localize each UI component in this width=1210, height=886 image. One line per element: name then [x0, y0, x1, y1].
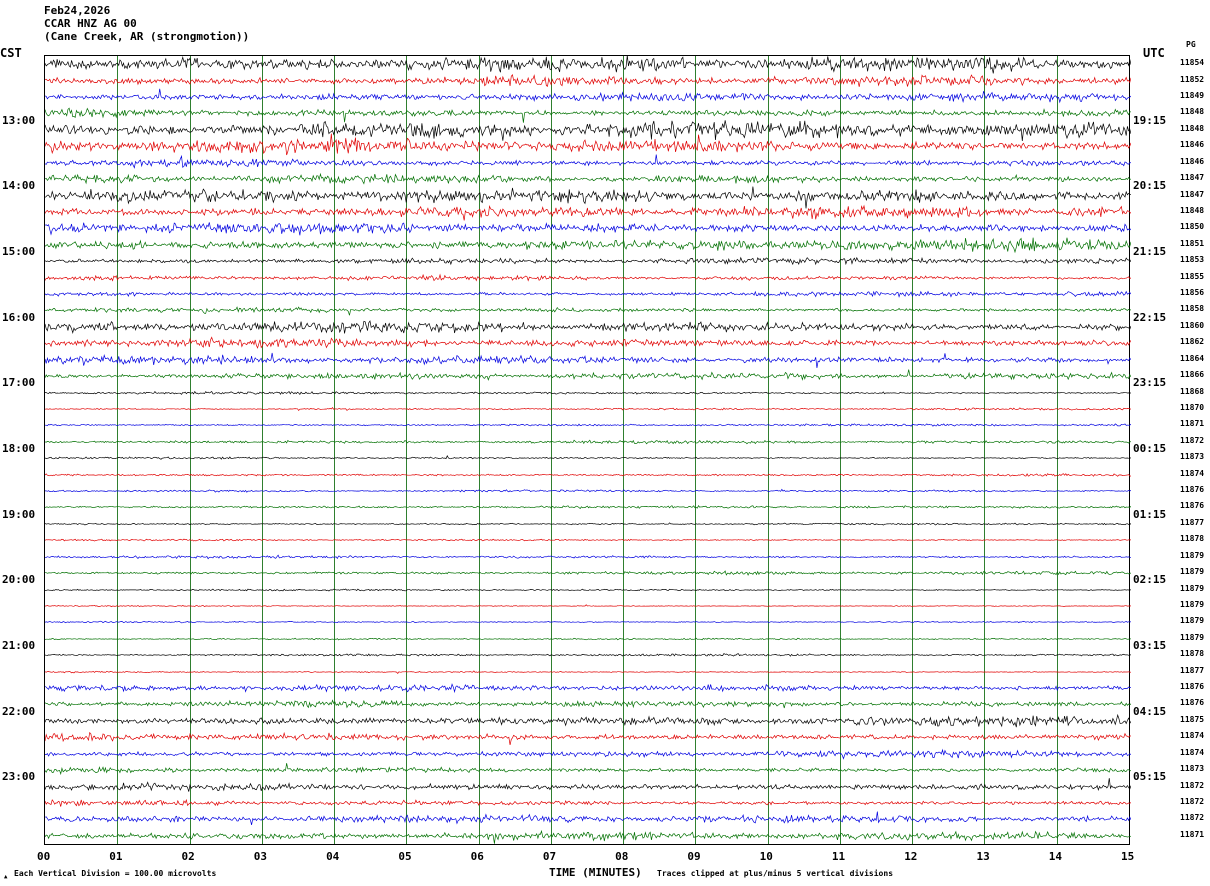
page-number-tick: 11875	[1180, 714, 1205, 724]
page-number-tick: 11847	[1180, 173, 1205, 183]
x-axis-title: TIME (MINUTES)	[549, 866, 642, 879]
left-time-tick: 13:00	[2, 113, 36, 127]
page-number-tick: 11876	[1180, 501, 1205, 511]
page-number-tick: 11858	[1180, 304, 1205, 314]
scale-arrow-icon: ▴	[3, 872, 9, 882]
page-number-tick: 11879	[1180, 550, 1205, 560]
page-number-tick: 11876	[1180, 485, 1205, 495]
page-number-tick: 11847	[1180, 189, 1205, 199]
page-number-tick: 11855	[1180, 271, 1205, 281]
page-number-tick: 11854	[1180, 58, 1205, 68]
page-number-tick: 11876	[1180, 698, 1205, 708]
left-time-tick: 15:00	[2, 245, 36, 258]
page-number-tick: 11853	[1180, 255, 1205, 265]
right-time-tick: 03:15	[1133, 639, 1167, 652]
left-time-tick: 16:00	[2, 310, 36, 324]
x-axis-tick: 07	[542, 850, 557, 863]
page-number-tick: 11852	[1180, 74, 1205, 84]
right-time-tick: 04:15	[1133, 704, 1167, 718]
page-number-tick: 11879	[1180, 632, 1205, 642]
right-time-tick: 01:15	[1133, 507, 1167, 521]
page-number-tick: 11850	[1180, 222, 1205, 232]
axis-label-cst: CST	[0, 46, 22, 60]
page-number-tick: 11879	[1180, 599, 1205, 609]
page-number-tick: 11846	[1180, 140, 1205, 150]
scale-note: Each Vertical Division = 100.00 microvolts	[14, 869, 217, 878]
page-number-tick: 11872	[1180, 780, 1205, 790]
page-number-tick: 11868	[1180, 386, 1205, 396]
left-time-tick: 14:00	[2, 179, 36, 193]
page-number-tick: 11870	[1180, 402, 1205, 412]
page-number-tick: 11872	[1180, 813, 1205, 823]
right-time-tick: 00:15	[1133, 442, 1167, 455]
page-number-tick: 11879	[1180, 567, 1205, 577]
x-axis-tick: 10	[759, 850, 773, 863]
page-number-tick: 11860	[1180, 320, 1205, 330]
page-number-tick: 11866	[1180, 370, 1205, 380]
x-axis-tick: 12	[904, 850, 918, 863]
x-axis-tick: 02	[181, 850, 195, 863]
left-time-tick: 19:00	[2, 507, 36, 521]
page-number-tick: 11874	[1180, 747, 1205, 757]
page-number-tick: 11871	[1180, 419, 1205, 429]
page-number-tick: 11879	[1180, 616, 1205, 626]
x-axis-tick: 05	[398, 850, 412, 863]
x-axis-tick: 11	[831, 850, 846, 863]
page-number-tick: 11874	[1180, 468, 1205, 478]
page-number-tick: 11849	[1180, 91, 1205, 101]
x-axis-tick: 06	[470, 850, 484, 863]
page-number-tick: 11848	[1180, 123, 1205, 133]
right-time-tick: 20:15	[1133, 179, 1167, 193]
header-date: Feb24,2026	[44, 4, 111, 17]
left-time-tick: 21:00	[2, 639, 36, 652]
x-axis-tick: 13	[976, 850, 990, 863]
left-time-tick: 23:00	[2, 770, 36, 784]
page-number-tick: 11873	[1180, 764, 1205, 774]
x-axis-tick: 03	[253, 850, 268, 863]
right-time-tick: 19:15	[1133, 113, 1167, 127]
header-location: (Cane Creek, AR (strongmotion))	[44, 30, 250, 43]
page-number-tick: 11851	[1180, 238, 1205, 248]
page-number-tick: 11877	[1180, 517, 1205, 527]
axis-label-utc: UTC	[1143, 46, 1165, 60]
right-time-tick: 21:15	[1133, 245, 1167, 258]
x-axis-tick: 14	[1048, 850, 1062, 863]
x-axis-tick: 15	[1121, 850, 1135, 863]
page-number-tick: 11871	[1180, 829, 1205, 839]
page-number-tick: 11876	[1180, 682, 1205, 692]
page-number-tick: 11872	[1180, 435, 1205, 445]
header-station: CCAR HNZ AG 00	[44, 17, 137, 30]
page-number-tick: 11878	[1180, 649, 1205, 659]
page-number-tick: 11874	[1180, 731, 1205, 741]
x-axis-tick: 00	[37, 850, 51, 863]
page-number-tick: 11878	[1180, 534, 1205, 544]
x-axis-tick: 09	[687, 850, 701, 863]
right-time-tick: 22:15	[1133, 310, 1167, 324]
clip-note: Traces clipped at plus/minus 5 vertical divisions	[657, 869, 894, 878]
page-number-tick: 11856	[1180, 288, 1205, 298]
axis-label-pg: PG	[1186, 40, 1196, 49]
page-number-tick: 11846	[1180, 156, 1205, 166]
trace-row	[45, 823, 1131, 849]
right-time-tick: 23:15	[1133, 376, 1167, 390]
x-axis-tick: 08	[615, 850, 629, 863]
page-number-tick: 11877	[1180, 665, 1205, 675]
page-number-tick: 11848	[1180, 205, 1205, 215]
page-number-tick: 11848	[1180, 107, 1205, 117]
page-number-tick: 11879	[1180, 583, 1205, 593]
page-number-tick: 11864	[1180, 353, 1205, 363]
right-time-tick: 05:15	[1133, 770, 1167, 784]
right-time-tick: 02:15	[1133, 573, 1167, 587]
page-header	[44, 4, 249, 43]
left-time-tick: 17:00	[2, 376, 36, 390]
left-time-tick: 22:00	[2, 704, 36, 718]
seismogram-plot	[44, 55, 1130, 845]
left-time-tick: 20:00	[2, 573, 36, 587]
left-time-tick: 18:00	[2, 442, 36, 455]
x-axis-tick: 01	[109, 850, 123, 863]
page-number-tick: 11872	[1180, 796, 1205, 806]
page-number-tick: 11862	[1180, 337, 1205, 347]
x-axis-tick: 04	[326, 850, 340, 863]
page-number-tick: 11873	[1180, 452, 1205, 462]
